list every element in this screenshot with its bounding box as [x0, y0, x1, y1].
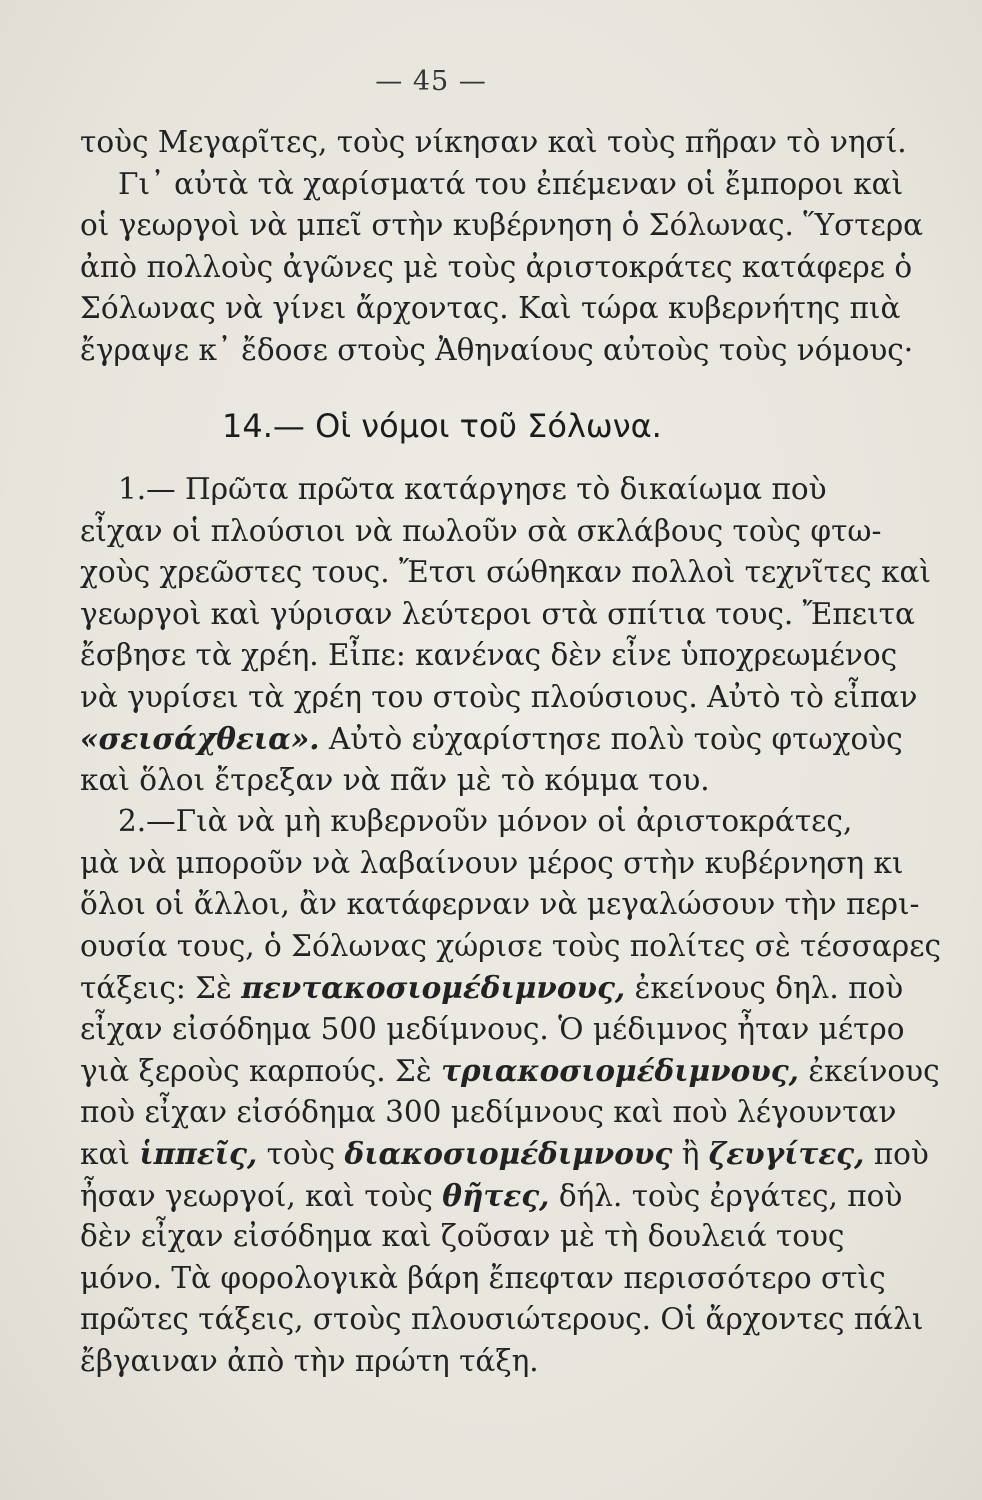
text-span: ἢ [672, 1137, 709, 1171]
text-line: νὰ γυρίσει τὰ χρέη του στοὺς πλούσιους. Αὐτὸ τὸ εἶπαν [80, 679, 918, 714]
text-line: εἶχαν οἱ πλούσιοι νὰ πωλοῦν σὰ σκλάβους τοὺς φτω- [80, 513, 882, 548]
text-line [80, 967, 904, 1009]
text-line: ἔσβησε τὰ χρέη. Εἶπε: κανένας δὲν εἶνε ὑποχρεωμένος [80, 638, 898, 672]
text-span: ἦσαν γεωργοί, καὶ τοὺς [80, 1178, 443, 1213]
term-thetes: θῆτες, [442, 1177, 550, 1213]
text-line [80, 1050, 940, 1092]
text-line: μόνο. Τὰ φορολογικὰ βάρη ἔπεφταν περισσότερο στὶς [80, 1260, 886, 1295]
text-line [80, 718, 903, 760]
text-line: Σόλωνας νὰ γίνει ἄρχοντας. Καὶ τώρα κυβερνήτης πιὰ [80, 291, 901, 325]
page-number: — 45 — [375, 66, 487, 97]
text-line: καὶ ὅλοι ἔτρεξαν νὰ πᾶν μὲ τὸ κόμμα του. [80, 762, 710, 797]
term-hippeis: ἱππεῖς, [139, 1136, 258, 1171]
paragraph-2 [80, 801, 942, 1382]
text-span: δήλ. τοὺς ἐργάτες, ποὺ [549, 1178, 903, 1213]
text-span: καὶ [80, 1137, 140, 1171]
text-span: τάξεις: Σὲ [80, 971, 242, 1005]
term-diakosiomedimnoi: διακοσιομέδιμνους [344, 1136, 673, 1171]
text-line: δὲν εἶχαν εἰσόδημα καὶ ζοῦσαν μὲ τὴ δουλειά τους [80, 1219, 845, 1253]
intro-paragraph [80, 122, 924, 371]
text-line: ἔβγαιναν ἀπὸ τὴν πρώτη τάξη. [80, 1343, 539, 1378]
text-span: Αὐτὸ εὐχαρίστησε πολὺ τοὺς φτωχοὺς [319, 722, 903, 756]
term-triakosiomedimnoi: τριακοσιομέδιμνους, [441, 1053, 799, 1088]
term-zeugites: ζευγίτες, [708, 1136, 865, 1171]
paragraph-1 [80, 469, 932, 801]
text-span: τοὺς [257, 1137, 345, 1171]
text-span: ποὺ [864, 1137, 929, 1171]
text-line: πρῶτες τάξεις, στοὺς πλουσιώτερους. Οἱ ἄρχοντες πάλι [80, 1302, 924, 1336]
text-line: 2.—Γιὰ νὰ μὴ κυβερνοῦν μόνον οἱ ἀριστοκράτες, [118, 804, 853, 838]
term-pentakosiomedimnoi: πεντακοσιομέδιμνους, [241, 970, 626, 1005]
section-heading: 14.— Οἱ νόμοι τοῦ Σόλωνα. [222, 407, 662, 445]
text-line: τοὺς Μεγαρῖτες, τοὺς νίκησαν καὶ τοὺς πῆραν τὸ νησί. [80, 125, 907, 159]
text-line: ὅλοι οἱ ἄλλοι, ἂν κατάφερναν νὰ μεγαλώσουν τὴν περι- [80, 887, 920, 921]
text-line: μὰ νὰ μποροῦν νὰ λαβαίνουν μέρος στὴν κυβέρνηση κι [80, 845, 904, 880]
text-line: ουσία τους, ὁ Σόλωνας χώρισε τοὺς πολίτες σὲ τέσσαρες [80, 928, 942, 963]
text-span: ἐκείνους δηλ. ποὺ [625, 971, 904, 1005]
text-line: ποὺ εἶχαν εἰσόδημα 300 μεδίμνους καὶ ποὺ λέγουνταν [80, 1094, 897, 1129]
text-line [80, 1175, 903, 1217]
text-line: Γι᾿ αὐτὰ τὰ χαρίσματά του ἐπέμεναν οἱ ἔμποροι καὶ [118, 166, 904, 201]
text-line: εἶχαν εἰσόδημα 500 μεδίμνους. Ὁ μέδιμνος ἦταν μέτρο [80, 1011, 905, 1046]
text-span: ἐκείνους [798, 1054, 940, 1088]
text-line: οἱ γεωργοὶ νὰ μπεῖ στὴν κυβέρνηση ὁ Σόλωνας. Ὕστερα [80, 208, 924, 242]
text-line: ἔγραψε κ᾿ ἔδοσε στοὺς Ἀθηναίους αὐτοὺς τοὺς νόμους· [80, 332, 914, 367]
term-seisachtheia: «σεισάχθεια». [80, 721, 320, 756]
text-line: χοὺς χρεῶστες τους. Ἔτσι σώθηκαν πολλοὶ τεχνῖτες καὶ [80, 555, 932, 589]
text-line: ἀπὸ πολλοὺς ἀγῶνες μὲ τοὺς ἀριστοκράτες κατάφερε ὁ [80, 249, 913, 284]
text-line: γεωργοὶ καὶ γύρισαν λεύτεροι στὰ σπίτια τους. Ἔπειτα [80, 596, 915, 631]
text-line: 1.— Πρῶτα πρῶτα κατάργησε τὸ δικαίωμα ποὺ [118, 472, 827, 506]
text-line [80, 1133, 929, 1175]
text-span: γιὰ ξεροὺς καρπούς. Σὲ [80, 1054, 442, 1088]
